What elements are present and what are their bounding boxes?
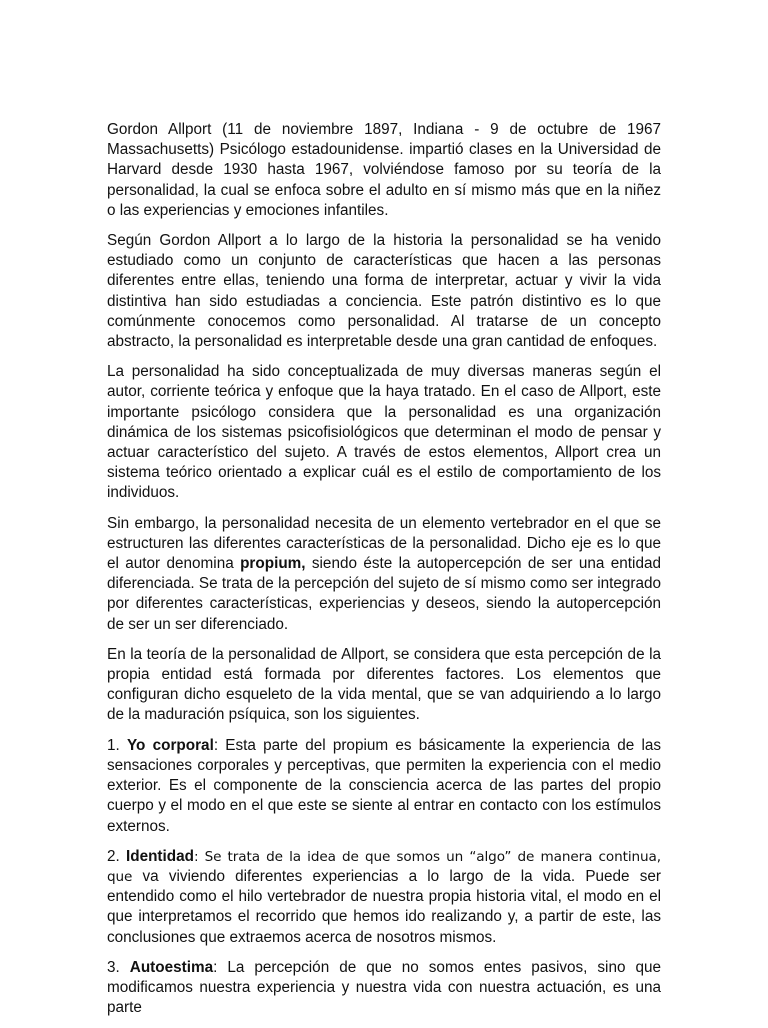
paragraph-personality-concept: La personalidad ha sido conceptualizada de muy diversas maneras según el autor, corriente teórica y enfoque que la haya tratado. En el caso de Allport, este importante psicólogo considera que la personalidad es una organización dinámica de los sistemas psicofisiológicos que determinan el modo de pensar y actuar característico del sujeto. A través de estos elementos, Allport crea un sistema teórico orientado a explicar cuál es el estilo de comportamiento de los individuos.	[107, 363, 661, 502]
paragraph-biography: Gordon Allport (11 de noviembre 1897, Indiana - 9 de octubre de 1967 Massachusetts) Psicólogo estadounidense. impartió clases en la Universidad de Harvard desde 1930 hasta 1967, volviéndose famoso por su teoría de la personalidad, la cual se enfoca sobre el adulto en sí mismo más que en la niñez o las experiencias y emociones infantiles.	[107, 121, 661, 219]
identidad-term: Identidad	[125, 847, 194, 865]
list-number: 2.	[107, 847, 120, 865]
paragraph-propium-text-after: siendo éste la autopercepción de ser una entidad diferenciada. Se trata de la percepción del sujeto de sí mismo como ser integrado por diferentes características, experiencias y deseos, siendo la autopercepción de ser un ser diferenciado.	[107, 555, 661, 633]
paragraph-factors-intro: En la teoría de la personalidad de Allport, se considera que esta percepción de la propia entidad está formada por diferentes factores. Los elementos que configuran dicho esqueleto de la vida mental, que se van adquiriendo a lo largo de la maduración psíquica, son los siguientes.	[107, 645, 661, 724]
propium-term: propium,	[240, 555, 306, 573]
autoestima-description: : La percepción de que no somos entes pasivos, sino que modificamos nuestra experiencia y nuestra vida con nuestra actuación, es una parte	[107, 958, 662, 1017]
list-item-autoestima	[107, 958, 661, 1019]
yo-corporal-term: Yo corporal	[126, 736, 214, 754]
yo-corporal-description: : Esta parte del propium es básicamente la experiencia de las sensaciones corporales y perceptivas, que permiten la experiencia con el medio exterior. Es el componente de la consciencia acerca de las partes del propio cuerpo y el modo en el que este se siente al entrar en contacto con los estímulos externos.	[107, 736, 662, 835]
identidad-highlighted-text: : Se trata de la idea de que somos un “algo” de manera continua, que	[107, 848, 662, 885]
paragraph-propium-text-before: Sin embargo, la personalidad necesita de un elemento vertebrador en el que se estructuren las diferentes características de la personalidad. Dicho eje es lo que el autor denomina	[107, 514, 661, 573]
list-number: 1.	[107, 736, 120, 754]
paragraph-propium	[107, 514, 661, 635]
autoestima-term: Autoestima	[129, 958, 214, 976]
list-number: 3.	[107, 958, 120, 976]
identidad-description: va viviendo diferentes experiencias a lo largo de la vida. Puede ser entendido como el hilo vertebrador de nuestra propia historia vital, el modo en el que interpretamos el recorrido que hemos ido realizando y, a partir de este, las conclusiones que extraemos acerca de nosotros mismos.	[107, 867, 661, 946]
document-page	[107, 120, 661, 1028]
paragraph-personality-history: Según Gordon Allport a lo largo de la historia la personalidad se ha venido estudiado como un conjunto de características que hacen a las personas diferentes entre ellas, teniendo una forma de interpretar, actuar y vivir la vida distintiva han sido estudiadas a conciencia. Este patrón distintivo es lo que comúnmente conocemos como personalidad. Al tratarse de un concepto abstracto, la personalidad es interpretable desde una gran cantidad de enfoques.	[107, 232, 661, 351]
list-item-identidad	[107, 847, 661, 948]
list-item-yo-corporal	[107, 736, 661, 837]
